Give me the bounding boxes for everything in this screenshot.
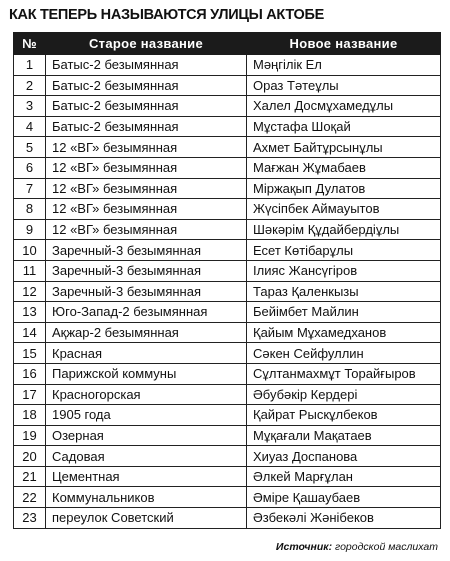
new-name-cell: Ахмет Байтұрсынұлы <box>247 137 441 158</box>
old-name-cell: 12 «ВГ» безымянная <box>46 137 247 158</box>
row-number: 8 <box>14 199 46 220</box>
new-name-cell: Ілияс Жансүгіров <box>247 260 441 281</box>
row-number: 22 <box>14 487 46 508</box>
table-row <box>14 281 441 302</box>
new-name-cell: Міржақып Дулатов <box>247 178 441 199</box>
row-number: 15 <box>14 343 46 364</box>
row-number: 17 <box>14 384 46 405</box>
row-number: 7 <box>14 178 46 199</box>
table-row <box>14 260 441 281</box>
old-name-cell: Юго-Запад-2 безымянная <box>46 302 247 323</box>
table-row <box>14 55 441 76</box>
new-name-cell: Мұқағали Мақатаев <box>247 425 441 446</box>
old-name-cell: 12 «ВГ» безымянная <box>46 199 247 220</box>
old-name-cell: 12 «ВГ» безымянная <box>46 157 247 178</box>
old-name-cell: переулок Советский <box>46 508 247 529</box>
old-name-cell: Парижской коммуны <box>46 363 247 384</box>
old-name-cell: Батыс-2 безымянная <box>46 116 247 137</box>
row-number: 6 <box>14 157 46 178</box>
header-old-name: Старое название <box>46 33 247 55</box>
row-number: 10 <box>14 240 46 261</box>
new-name-cell: Сәкен Сейфуллин <box>247 343 441 364</box>
table-row <box>14 219 441 240</box>
table-row <box>14 157 441 178</box>
new-name-cell: Қайрат Рыскұлбеков <box>247 405 441 426</box>
table-row <box>14 487 441 508</box>
row-number: 14 <box>14 322 46 343</box>
table-row <box>14 75 441 96</box>
old-name-cell: Батыс-2 безымянная <box>46 75 247 96</box>
row-number: 5 <box>14 137 46 158</box>
row-number: 12 <box>14 281 46 302</box>
new-name-cell: Жүсіпбек Аймауытов <box>247 199 441 220</box>
new-name-cell: Әбубәкір Кердері <box>247 384 441 405</box>
row-number: 23 <box>14 508 46 529</box>
table-row <box>14 199 441 220</box>
page-title: КАК ТЕПЕРЬ НАЗЫВАЮТСЯ УЛИЦЫ АКТОБЕ <box>9 7 324 23</box>
table-row <box>14 446 441 467</box>
source-label: Источник: <box>275 541 333 553</box>
row-number: 13 <box>14 302 46 323</box>
new-name-cell: Бейімбет Майлин <box>247 302 441 323</box>
old-name-cell: 1905 года <box>46 405 247 426</box>
new-name-cell: Хиуаз Доспанова <box>247 446 441 467</box>
row-number: 4 <box>14 116 46 137</box>
table-row <box>14 363 441 384</box>
row-number: 11 <box>14 260 46 281</box>
old-name-cell: 12 «ВГ» безымянная <box>46 178 247 199</box>
new-name-cell: Әміре Қашаубаев <box>247 487 441 508</box>
old-name-cell: Красная <box>46 343 247 364</box>
table-body <box>14 55 441 529</box>
table-row <box>14 240 441 261</box>
streets-table <box>13 32 441 529</box>
new-name-cell: Есет Көтібарұлы <box>247 240 441 261</box>
old-name-cell: Заречный-3 безымянная <box>46 260 247 281</box>
row-number: 18 <box>14 405 46 426</box>
new-name-cell: Халел Досмұхамедұлы <box>247 96 441 117</box>
old-name-cell: Заречный-3 безымянная <box>46 281 247 302</box>
old-name-cell: Батыс-2 безымянная <box>46 96 247 117</box>
table-row <box>14 425 441 446</box>
new-name-cell: Сұлтанмахмұт Торайғыров <box>247 363 441 384</box>
new-name-cell: Қайым Мұхамедханов <box>247 322 441 343</box>
new-name-cell: Мағжан Жұмабаев <box>247 157 441 178</box>
new-name-cell: Мәңгілік Ел <box>247 55 441 76</box>
row-number: 3 <box>14 96 46 117</box>
new-name-cell: Ораз Тәтеұлы <box>247 75 441 96</box>
old-name-cell: Ақжар-2 безымянная <box>46 322 247 343</box>
new-name-cell: Әзбекәлі Жәнібеков <box>247 508 441 529</box>
table-row <box>14 96 441 117</box>
old-name-cell: Батыс-2 безымянная <box>46 55 247 76</box>
table-row <box>14 466 441 487</box>
row-number: 9 <box>14 219 46 240</box>
old-name-cell: Цементная <box>46 466 247 487</box>
old-name-cell: Озерная <box>46 425 247 446</box>
old-name-cell: 12 «ВГ» безымянная <box>46 219 247 240</box>
header-number: № <box>14 33 46 55</box>
old-name-cell: Красногорская <box>46 384 247 405</box>
source-value: городской маслихат <box>335 541 438 553</box>
old-name-cell: Заречный-3 безымянная <box>46 240 247 261</box>
row-number: 16 <box>14 363 46 384</box>
source-note <box>276 541 438 553</box>
row-number: 2 <box>14 75 46 96</box>
new-name-cell: Әлкей Марғұлан <box>247 466 441 487</box>
header-new-name: Новое название <box>247 33 441 55</box>
table-row <box>14 137 441 158</box>
row-number: 1 <box>14 55 46 76</box>
new-name-cell: Мұстафа Шоқай <box>247 116 441 137</box>
new-name-cell: Шәкәрім Құдайбердіұлы <box>247 219 441 240</box>
row-number: 20 <box>14 446 46 467</box>
old-name-cell: Коммунальников <box>46 487 247 508</box>
table-row <box>14 405 441 426</box>
old-name-cell: Садовая <box>46 446 247 467</box>
table-row <box>14 116 441 137</box>
table-row <box>14 384 441 405</box>
row-number: 21 <box>14 466 46 487</box>
table-row <box>14 508 441 529</box>
table-row <box>14 178 441 199</box>
table-row <box>14 302 441 323</box>
new-name-cell: Тараз Қаленкызы <box>247 281 441 302</box>
table-row <box>14 322 441 343</box>
row-number: 19 <box>14 425 46 446</box>
table-row <box>14 343 441 364</box>
table-header-row <box>14 33 441 55</box>
